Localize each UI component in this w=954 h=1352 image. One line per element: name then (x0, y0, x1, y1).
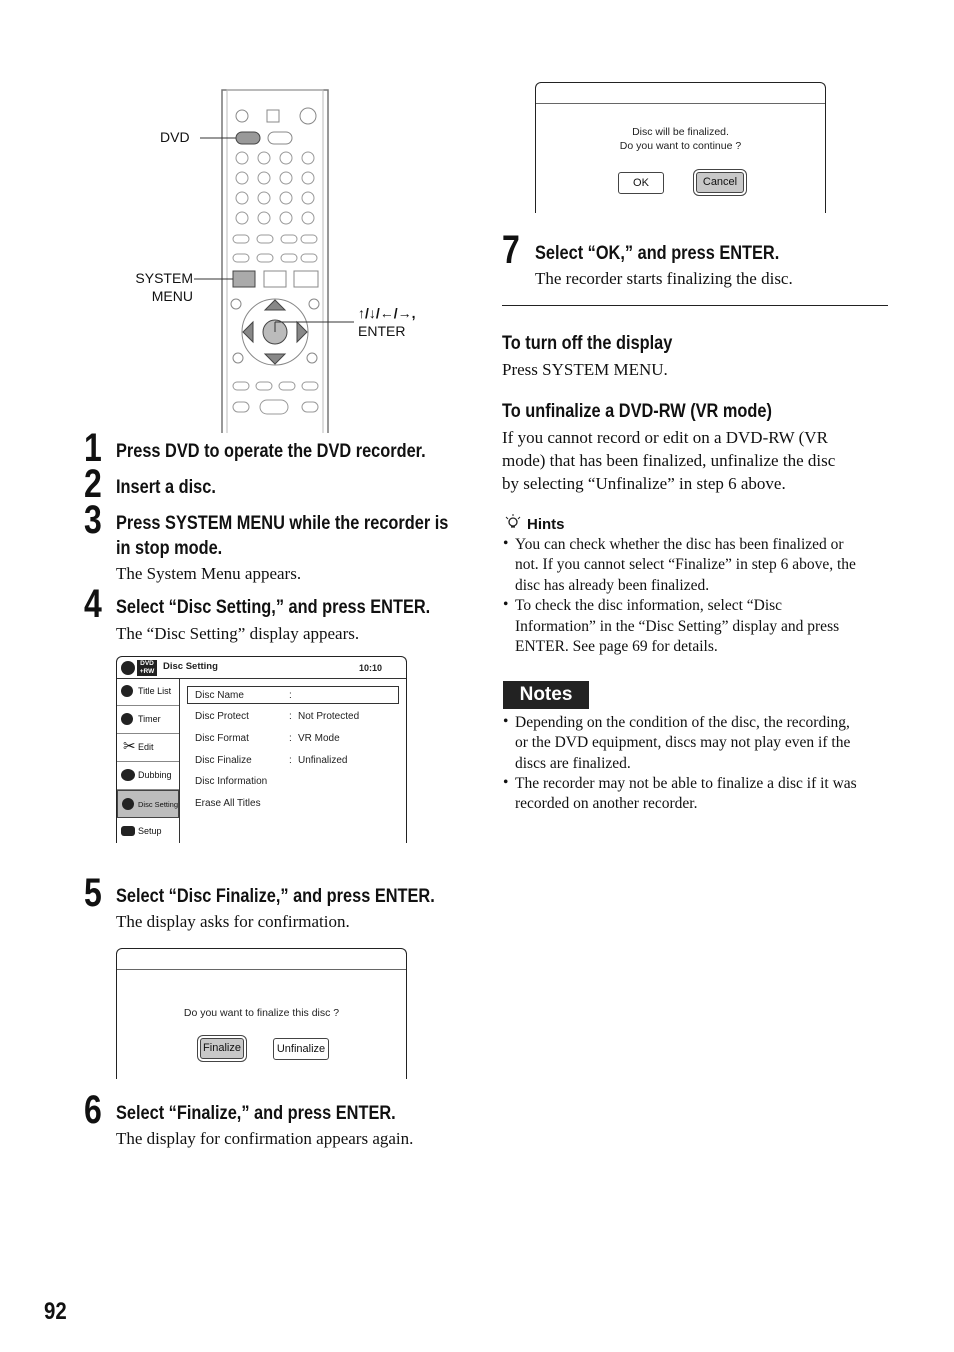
step-number-5: 5 (84, 871, 102, 915)
unfinalize-line-1: If you cannot record or edit on a DVD-RW (VR (502, 428, 828, 447)
sidebar-item-disc-setting[interactable] (117, 790, 179, 818)
step-5-body: The display asks for confirmation. (116, 912, 350, 931)
sidebar-item-setup[interactable] (117, 818, 179, 846)
finalize-button[interactable]: Finalize (200, 1038, 244, 1059)
note-1-line-1: Depending on the condition of the disc, the recording, (515, 714, 850, 731)
unfinalize-line-2: mode) that has been finalized, unfinalize the disc (502, 451, 836, 470)
timer-icon (121, 713, 133, 725)
disc-icon (121, 661, 135, 675)
hint-2-line-2: Information” in the “Disc Setting” display and press (515, 618, 840, 635)
row-label-erase-all-titles[interactable]: Erase All Titles (195, 798, 261, 809)
sidebar-item-timer[interactable] (117, 706, 179, 734)
row-label-disc-information[interactable]: Disc Information (195, 776, 268, 787)
step-6-heading: Select “Finalize,” and press ENTER. (116, 1103, 396, 1124)
notes-title: Notes (503, 681, 589, 709)
hint-bullet-1: • (503, 535, 509, 552)
row-sep-disc-format: : (289, 733, 292, 744)
step-6-body: The display for confirmation appears again. (116, 1129, 414, 1148)
cancel-button[interactable]: Cancel (696, 172, 744, 193)
row-label-disc-name[interactable]: Disc Name (195, 690, 244, 701)
hint-2-line-3: ENTER. See page 69 for details. (515, 638, 718, 655)
finalize-question: Do you want to finalize this disc ? (183, 1007, 340, 1019)
step-number-1: 1 (84, 426, 102, 470)
hint-1-line-2: not. If you cannot select “Finalize” in step 6 above, the (515, 556, 856, 573)
unfinalize-button[interactable]: Unfinalize (273, 1038, 329, 1060)
title-list-icon (121, 685, 133, 697)
note-1-line-3: discs are finalized. (515, 755, 631, 772)
dvd-rw-badge: DVD +RW (137, 660, 157, 676)
screen-title: Disc Setting (163, 661, 218, 672)
hints-title: Hints (527, 516, 565, 533)
system-menu-callout-label (128, 269, 193, 305)
system-menu-callout-line1: SYSTEM (135, 270, 193, 286)
sidebar-label-dubbing: Dubbing (138, 770, 172, 780)
step-3-heading-line1: Press SYSTEM MENU while the recorder is (116, 513, 449, 534)
screen-clock: 10:10 (359, 663, 383, 673)
step-number-4: 4 (84, 582, 102, 626)
hint-2-line-1: To check the disc information, select “Disc (515, 597, 783, 614)
lightbulb-icon (503, 513, 523, 533)
step-number-6: 6 (84, 1088, 102, 1132)
confirm-line-2: Do you want to continue ? (619, 140, 742, 152)
sidebar-label-edit: Edit (138, 742, 154, 752)
row-value-disc-finalize: Unfinalized (298, 755, 348, 766)
step-3-heading-line2: in stop mode. (116, 538, 223, 559)
step-1-heading: Press DVD to operate the DVD recorder. (116, 441, 426, 462)
step-3-body: The System Menu appears. (116, 564, 302, 583)
hint-1-line-1: You can check whether the disc has been finalized or (515, 536, 844, 553)
sidebar-label-timer: Timer (138, 714, 161, 724)
row-sep-disc-protect: : (289, 711, 292, 722)
step-number-3: 3 (84, 498, 102, 542)
dubbing-icon (121, 769, 135, 781)
row-label-disc-protect[interactable]: Disc Protect (195, 711, 249, 722)
row-value-disc-protect: Not Protected (298, 711, 360, 722)
sidebar-item-dubbing[interactable] (117, 762, 179, 790)
unfinalize-line-3: by selecting “Unfinalize” in step 6 above. (502, 474, 786, 493)
arrows-callout-label: ↑/↓/←/→, (358, 305, 416, 321)
row-label-disc-format[interactable]: Disc Format (195, 733, 249, 744)
turn-off-body: Press SYSTEM MENU. (502, 360, 668, 379)
row-label-disc-finalize[interactable]: Disc Finalize (195, 755, 252, 766)
step-4-body: The “Disc Setting” display appears. (116, 624, 360, 643)
sidebar-label-title-list: Title List (138, 686, 172, 696)
sidebar-label-disc-setting: Disc Setting (138, 800, 179, 809)
row-sep-disc-name: : (289, 690, 292, 701)
step-number-7: 7 (502, 228, 520, 272)
row-value-disc-format: VR Mode (298, 733, 340, 744)
step-7-body: The recorder starts finalizing the disc. (535, 269, 793, 288)
unfinalize-heading: To unfinalize a DVD-RW (VR mode) (502, 401, 772, 422)
section-divider (502, 305, 888, 306)
step-7-heading: Select “OK,” and press ENTER. (535, 243, 780, 264)
confirm-line-1: Disc will be finalized. (632, 126, 729, 138)
sidebar-item-edit[interactable] (117, 734, 179, 762)
system-menu-callout-line2: MENU (151, 288, 193, 304)
note-2-line-1: The recorder may not be able to finalize a disc if it was (515, 775, 857, 792)
note-bullet-1: • (503, 713, 509, 730)
page-number: 92 (44, 1298, 67, 1325)
scissors-icon: ✂ (123, 738, 136, 755)
finalize-dialog (116, 948, 407, 1079)
disc-setting-icon (122, 798, 134, 810)
sidebar-item-title-list[interactable] (117, 678, 179, 706)
confirm-dialog (535, 82, 826, 213)
step-number-2: 2 (84, 462, 102, 506)
step-4-heading: Select “Disc Setting,” and press ENTER. (116, 597, 431, 618)
note-1-line-2: or the DVD equipment, discs may not play even if the (515, 734, 851, 751)
step-2-heading: Insert a disc. (116, 477, 216, 498)
dvd-callout-label: DVD (160, 129, 190, 145)
hint-1-line-3: disc has already been finalized. (515, 577, 710, 594)
enter-callout-label: ENTER (358, 323, 406, 339)
step-5-heading: Select “Disc Finalize,” and press ENTER. (116, 886, 435, 907)
ok-button[interactable]: OK (618, 172, 664, 194)
note-2-line-2: recorded on another recorder. (515, 795, 698, 812)
row-sep-disc-finalize: : (289, 755, 292, 766)
sidebar-label-setup: Setup (138, 826, 162, 836)
note-bullet-2: • (503, 774, 509, 791)
screen-sidebar (117, 678, 180, 843)
hint-bullet-2: • (503, 596, 509, 613)
disc-setting-screen (116, 656, 407, 843)
turn-off-heading: To turn off the display (502, 333, 673, 354)
setup-icon (121, 826, 135, 836)
